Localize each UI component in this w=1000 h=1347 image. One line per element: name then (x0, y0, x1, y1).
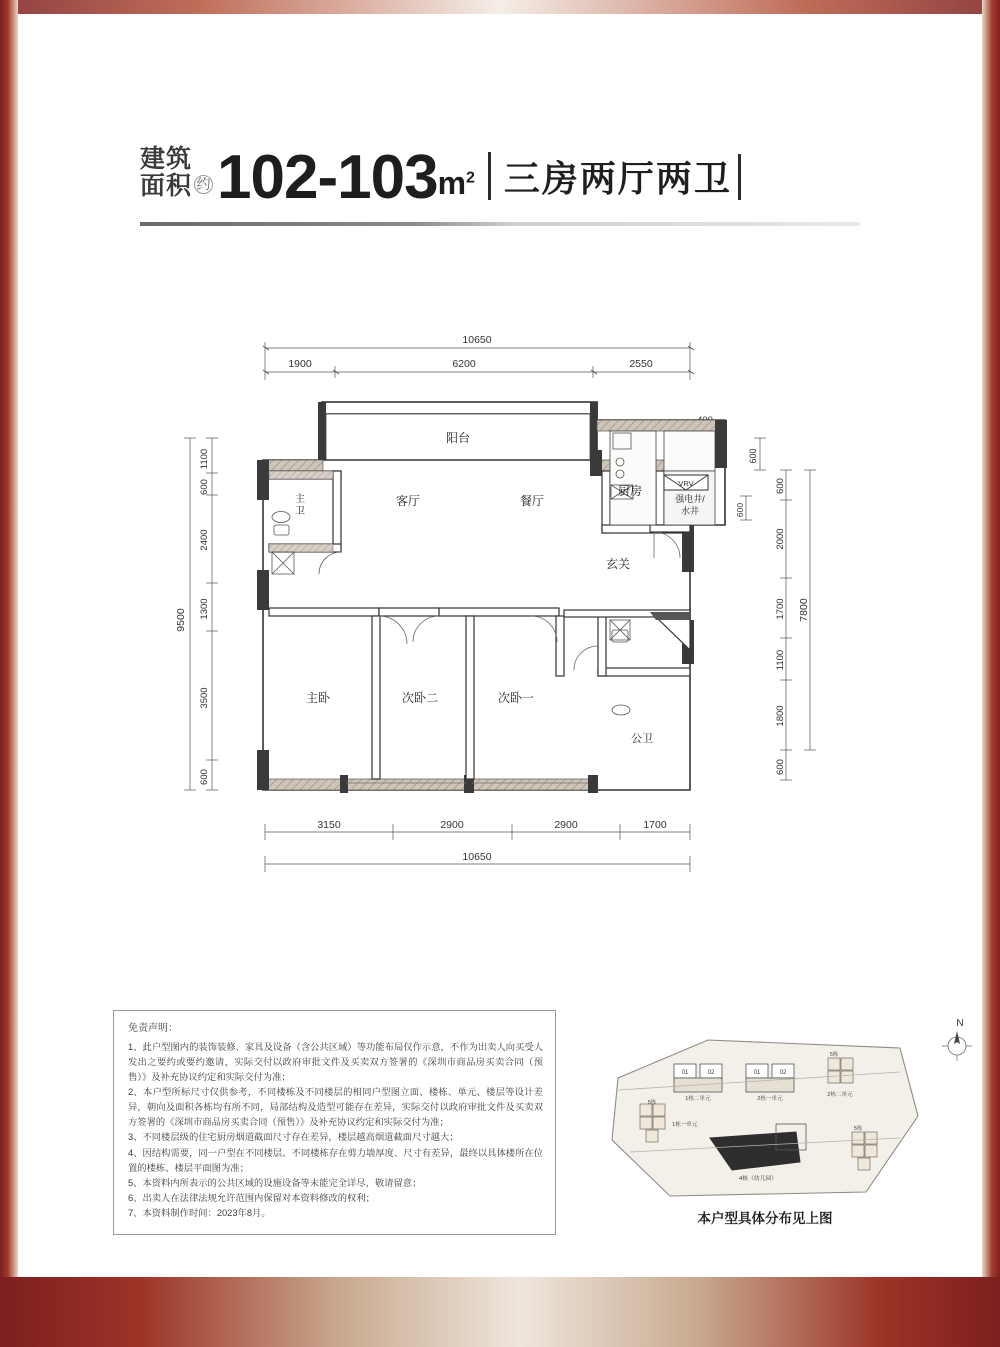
room-label-shaft-2: 水井 (680, 506, 700, 516)
disclaimer-title: 免责声明： (128, 1023, 178, 1034)
dim-right-total: 7800 (798, 598, 810, 622)
sitemap-label-u1-1: 1栋一单元 (672, 1122, 698, 1128)
dim-left-5: 600 (199, 769, 210, 785)
decorative-bottom-border (0, 1277, 1000, 1347)
disclaimer-item-2: 2、本户型所标尺寸仅供参考，不同楼栋及不同楼层的相同户型图立面、楼栋、单元、楼层等设计差异，朝向及面积各栋均有所不同，局部结构及造型可能存在差异，实际交付以政府审批文件及买卖双方签署的《深圳市商品房买卖合同（预售）》及补充协议约定和实际交付为准； (128, 1087, 543, 1128)
dim-right-small: 600 (748, 448, 758, 464)
site-map-caption: 本户型具体分布见上图 (697, 1211, 833, 1226)
sitemap-label-s2: 5栋 (829, 1052, 839, 1058)
dim-top-total: 10650 (462, 334, 492, 346)
room-label-foyer: 玄关 (605, 557, 631, 571)
plan-walls (257, 402, 727, 793)
dim-vrv-600: 600 (735, 502, 745, 518)
decorative-top-border (0, 0, 1000, 14)
dim-right-5: 600 (775, 759, 786, 775)
disclaimer-item-6: 6、出卖人在法律法规允许范围内保留对本资料修改的权利； (128, 1192, 375, 1203)
area-prefix-line1: 建筑 (140, 145, 193, 173)
area-unit-sup: 2 (466, 169, 475, 187)
dim-right-1: 2000 (775, 528, 786, 550)
floor-plan-svg (150, 320, 870, 920)
room-label-living: 客厅 (395, 494, 421, 508)
area-prefix-line2: 面积 (140, 172, 193, 200)
disclaimer-item-4: 4、因结构需要，同一户型在不同楼层、不同楼栋存在剪力墙厚度、尺寸有差异，最终以具体楼所在位置的楼栋、楼层平面图为准； (128, 1147, 543, 1173)
room-label-dining: 餐厅 (519, 494, 545, 508)
floor-plan (150, 320, 870, 920)
sitemap-label-u2-2: 2栋二单元 (827, 1092, 853, 1098)
sitemap-label-b4: 4栋（幼儿园） (738, 1176, 778, 1182)
sitemap-block-01: 01 (681, 1070, 689, 1076)
dim-right-4: 1800 (775, 705, 786, 727)
header-rule (140, 222, 860, 226)
compass-icon (940, 1029, 974, 1063)
compass (940, 1018, 980, 1063)
dim-right-3: 1100 (775, 649, 786, 671)
sitemap-block-02b: 02 (779, 1070, 787, 1076)
decorative-left-border (0, 0, 18, 1347)
dim-right-0: 600 (775, 478, 786, 494)
room-label-bed2: 次卧二 (401, 691, 439, 705)
sitemap-label-s1: 5栋 (647, 1100, 657, 1106)
disclaimer-item-1: 1、此户型图内的装饰装修、家具及设备（含公共区域）等功能布局仅作示意，不作为出卖人向买受人发出之要约或要约邀请，实际交付以政府审批文件及买卖双方签署的《深圳市商品房买卖合同（预售）》及补充协议约定和实际交付为准； (128, 1042, 543, 1083)
room-label-master-bed: 主卧 (305, 691, 331, 705)
disclaimer-item-5: 5、本资料内所表示的公共区域的设施设备等未能完全详尽，敬请留意； (128, 1177, 422, 1188)
room-label-public-bath: 公卫 (631, 733, 653, 745)
sitemap-block-01b: 01 (753, 1070, 761, 1076)
room-label-bed3: 次卧一 (497, 691, 535, 705)
dim-top-2: 2550 (629, 358, 653, 370)
site-map-svg (600, 1020, 930, 1220)
dim-top-1: 6200 (452, 358, 476, 370)
dim-left-3: 1300 (199, 598, 210, 620)
disclaimer-item-3: 3、不同楼层级的住宅厨房烟道截面尺寸存在差异，楼层越高烟道截面尺寸越大； (128, 1132, 459, 1143)
dim-bottom-3: 1700 (643, 819, 667, 831)
area-value: 102-103 (217, 142, 438, 212)
vrv-label: VRV (678, 479, 694, 488)
dim-bottom-0: 3150 (317, 819, 341, 831)
disclaimer-box (113, 1010, 556, 1235)
room-label-shaft-1: 强电井/ (675, 494, 705, 504)
title-divider (488, 152, 491, 200)
sitemap-label-u2-1: 2栋一单元 (757, 1096, 783, 1102)
room-label-master-bath-2: 卫 (295, 506, 305, 517)
dim-bottom-total: 10650 (462, 851, 492, 863)
layout-type-label: 三房两厅两卫 (503, 158, 732, 199)
room-label-master-bath-1: 主 (295, 494, 305, 505)
sitemap-label-u1-2: 1栋二单元 (685, 1096, 711, 1102)
area-prefix-label (140, 146, 192, 206)
room-label-kitchen: 厨房 (617, 484, 643, 498)
dim-top-0: 1900 (288, 358, 312, 370)
decorative-right-border (982, 0, 1000, 1347)
disclaimer-item-7: 7、本资料制作时间：2023年8月。 (128, 1207, 271, 1218)
dim-left-1: 600 (199, 479, 210, 495)
dim-bottom-1: 2900 (440, 819, 464, 831)
dim-right-2: 1700 (775, 598, 786, 620)
title-tail-divider (738, 154, 741, 200)
compass-north-label: N (956, 1018, 964, 1029)
title-row (140, 130, 860, 212)
area-unit-text: m (437, 165, 467, 201)
sitemap-label-s3: 5栋 (853, 1126, 863, 1132)
dim-bottom-2: 2900 (554, 819, 578, 831)
dim-left-4: 3500 (199, 687, 210, 709)
page-header (140, 130, 860, 230)
vrv-unit (664, 475, 708, 490)
dim-left-total: 9500 (175, 608, 187, 632)
dim-left-2: 2400 (199, 529, 210, 551)
area-unit (438, 165, 475, 206)
sitemap-block-02: 02 (707, 1070, 715, 1076)
approx-badge: 约 (194, 175, 213, 194)
dim-left-0: 1100 (199, 448, 210, 470)
room-label-balcony: 阳台 (445, 431, 471, 445)
